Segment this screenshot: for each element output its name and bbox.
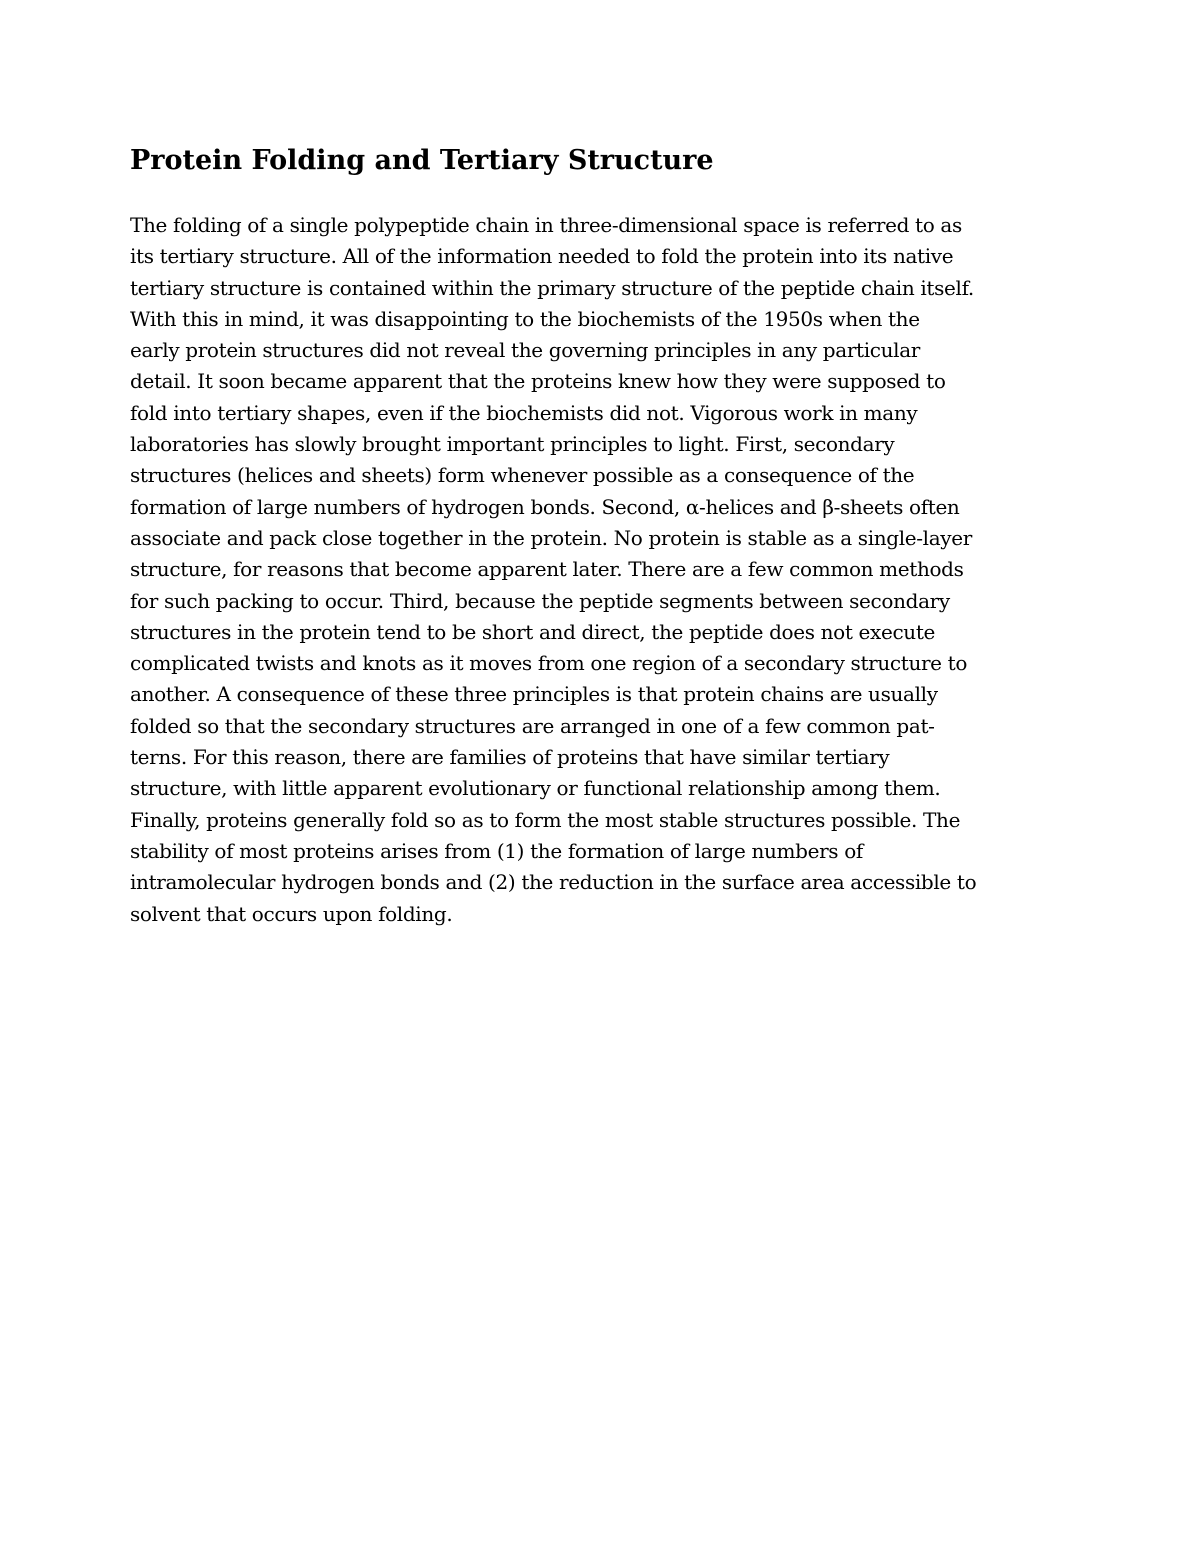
paragraph-line: tertiary structure is contained within the primary structure of the peptide chain itself. — [130, 275, 974, 300]
paragraph-line: solvent that occurs upon folding. — [130, 901, 453, 926]
paragraph-line: early protein structures did not reveal the governing principles in any particular — [130, 338, 920, 363]
paragraph-line: Finally, proteins generally fold so as to form the most stable structures possible. The — [130, 807, 961, 832]
paragraph-line: complicated twists and knots as it moves from one region of a secondary structure to — [130, 651, 968, 676]
paragraph-line: structure, for reasons that become apparent later. There are a few common methods — [130, 557, 964, 582]
paragraph-line: structure, with little apparent evolutionary or functional relationship among them. — [130, 776, 941, 801]
paragraph-line: another. A consequence of these three principles is that protein chains are usually — [130, 682, 938, 707]
paragraph-line: The folding of a single polypeptide chain in three-dimensional space is referred to as — [130, 213, 962, 237]
paragraph-line: formation of large numbers of hydrogen bonds. Second, α-helices and β-sheets often — [130, 494, 960, 519]
paragraph-line: intramolecular hydrogen bonds and (2) the reduction in the surface area accessible to — [130, 870, 977, 895]
paragraph-line: for such packing to occur. Third, because the peptide segments between secondary — [130, 588, 950, 613]
paragraph-line: fold into tertiary shapes, even if the biochemists did not. Vigorous work in many — [130, 400, 918, 425]
paragraph-line: folded so that the secondary structures are arranged in one of a few common pat- — [130, 713, 935, 738]
paragraph-line: stability of most proteins arises from (1) the formation of large numbers of — [130, 838, 863, 863]
paragraph-line: terns. For this reason, there are families of proteins that have similar tertiary — [130, 745, 890, 770]
paragraph-line: structures (helices and sheets) form whenever possible as a consequence of the — [130, 463, 915, 488]
paragraph-line: structures in the protein tend to be short and direct, the peptide does not execute — [130, 619, 935, 644]
paragraph-line: With this in mind, it was disappointing to the biochemists of the 1950s when the — [130, 306, 920, 331]
paragraph-line: detail. It soon became apparent that the proteins knew how they were supposed to — [130, 369, 946, 394]
paragraph-line: laboratories has slowly brought important principles to light. First, secondary — [130, 432, 895, 457]
document-title: Protein Folding and Tertiary Structure — [130, 145, 714, 176]
body-paragraph — [130, 210, 976, 930]
paragraph-line: its tertiary structure. All of the information needed to fold the protein into its native — [130, 244, 954, 269]
paragraph-line: associate and pack close together in the protein. No protein is stable as a single-layer — [130, 525, 972, 550]
